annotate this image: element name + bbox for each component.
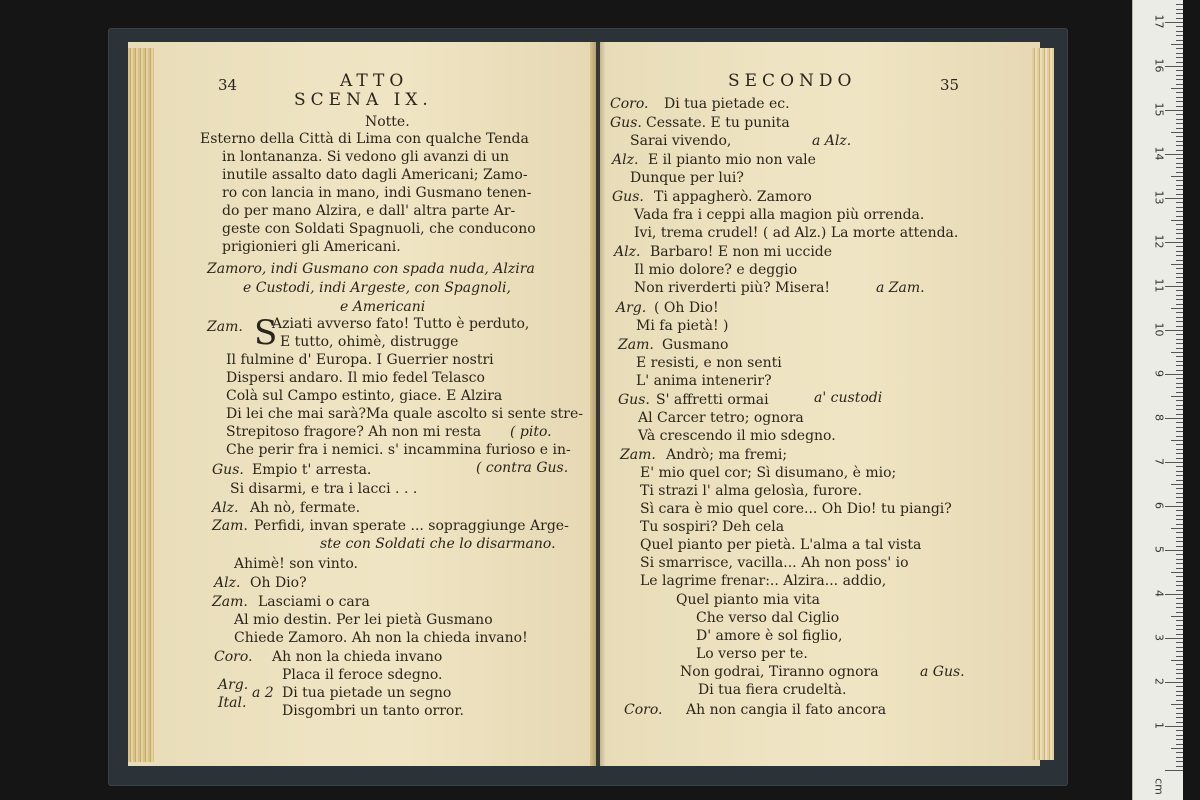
right-page-text-line: Di tua fiera crudeltà.	[698, 682, 847, 698]
right-page-text-line: E il pianto mio non vale	[648, 152, 816, 168]
ruler-tick	[1176, 735, 1183, 736]
right-page-text-line: E resisti, e non senti	[636, 355, 782, 371]
left-page-text-line: Esterno della Città di Lima con qualche Tenda	[200, 131, 529, 147]
ruler-tick	[1176, 290, 1183, 291]
right-page-text-line: Di tua pietade ec.	[664, 96, 790, 112]
ruler-tick	[1176, 202, 1183, 203]
ruler-tick	[1176, 321, 1183, 322]
right-page-text-line: Cessate. E tu punita	[646, 115, 790, 131]
ruler-tick	[1176, 238, 1183, 239]
right-page-text-line: ( Oh Dio!	[654, 300, 719, 316]
ruler-tick	[1176, 9, 1183, 10]
ruler-tick	[1176, 150, 1183, 151]
ruler-tick	[1176, 57, 1183, 58]
ruler-tick	[1176, 273, 1183, 274]
ruler-tick	[1176, 92, 1183, 93]
ruler-tick	[1171, 396, 1183, 397]
ruler-tick	[1176, 233, 1183, 234]
left-page-text-line: do per mano Alzira, e dall' altra parte Ar-	[222, 203, 516, 219]
right-page-text-line: Si smarrisce, vacilla... Ah non poss' io	[640, 555, 909, 571]
ruler-tick	[1176, 211, 1183, 212]
ruler-tick	[1176, 519, 1183, 520]
ruler-tick	[1176, 598, 1183, 599]
right-page-text-line: Le lagrime frenar:.. Alzira... addio,	[640, 573, 887, 589]
ruler-tick	[1176, 167, 1183, 168]
left-page-text-line: Zamoro, indi Gusmano con spada nuda, Alzira	[207, 261, 535, 277]
ruler-tick	[1176, 695, 1183, 696]
ruler-tick	[1176, 356, 1183, 357]
right-page-text-line: Coro.	[624, 702, 663, 718]
right-page-text-line: a' custodi	[814, 390, 883, 406]
right-page-text-line: Ah non cangia il fato ancora	[686, 702, 887, 718]
ruler-tick	[1165, 462, 1183, 463]
left-page-text-line: Il fulmine d' Europa. I Guerrier nostri	[226, 352, 494, 368]
ruler-tick	[1176, 40, 1183, 41]
left-page-text-line: Che perir fra i nemici. s' incammina furioso e in-	[226, 442, 571, 458]
right-page-text-line: Barbaro! E non mi uccide	[650, 244, 833, 260]
ruler-tick	[1176, 730, 1183, 731]
ruler-tick	[1165, 198, 1183, 199]
ruler-tick	[1171, 528, 1183, 529]
ruler-tick	[1176, 563, 1183, 564]
ruler-tick	[1176, 158, 1183, 159]
ruler-tick	[1176, 691, 1183, 692]
ruler-tick	[1176, 629, 1183, 630]
left-page-text-line: Empio t' arresta.	[252, 462, 372, 478]
ruler-tick	[1165, 594, 1183, 595]
ruler-label: 10	[1152, 322, 1166, 337]
ruler-tick	[1165, 638, 1183, 639]
ruler-tick	[1176, 304, 1183, 305]
ruler-tick	[1165, 110, 1183, 111]
ruler-tick	[1165, 154, 1183, 155]
right-page-text-line: Coro.	[610, 96, 649, 112]
ruler-tick	[1176, 436, 1183, 437]
ruler-tick	[1176, 348, 1183, 349]
ruler-tick	[1176, 568, 1183, 569]
ruler-tick	[1176, 488, 1183, 489]
ruler-tick	[1176, 75, 1183, 76]
ruler-tick	[1176, 260, 1183, 261]
ruler-tick	[1176, 136, 1183, 137]
ruler-tick	[1176, 739, 1183, 740]
ruler-label: 5	[1152, 546, 1166, 553]
ruler-tick	[1165, 286, 1183, 287]
running-head-left: ATTO	[340, 71, 409, 91]
left-page-text-line: Notte.	[365, 114, 410, 130]
ruler-tick	[1165, 682, 1183, 683]
scene-title: SCENA IX.	[294, 90, 433, 110]
left-page-text-line: Dispersi andaro. Il mio fedel Telasco	[226, 370, 485, 386]
ruler-tick	[1176, 70, 1183, 71]
ruler-tick	[1165, 770, 1183, 771]
ruler-tick	[1176, 361, 1183, 362]
ruler-tick	[1176, 647, 1183, 648]
left-page-text-line: Di tua pietade un segno	[282, 685, 452, 701]
ruler-tick	[1165, 418, 1183, 419]
ruler-label: 16	[1152, 58, 1166, 73]
ruler-tick	[1176, 13, 1183, 14]
ruler-tick	[1176, 607, 1183, 608]
left-page-text-line: Oh Dio?	[250, 575, 307, 591]
ruler-tick	[1176, 480, 1183, 481]
ruler-tick	[1176, 449, 1183, 450]
left-page-text-line: Zam.	[212, 518, 248, 534]
left-page-text-line: Gus.	[212, 462, 244, 478]
ruler-tick	[1176, 700, 1183, 701]
ruler-tick	[1176, 400, 1183, 401]
ruler-tick	[1176, 678, 1183, 679]
ruler-label: 17	[1152, 14, 1166, 29]
ruler-tick	[1176, 642, 1183, 643]
ruler-tick	[1176, 97, 1183, 98]
left-page-text-line: Di lei che mai sarà?Ma quale ascolto si sente stre-	[226, 406, 583, 422]
ruler-label: 3	[1152, 634, 1166, 641]
left-page-text-line: Perfidi, invan sperate ... sopraggiunge Arge-	[254, 518, 569, 534]
left-page-text-line: Alz.	[214, 575, 241, 591]
ruler-tick	[1176, 18, 1183, 19]
ruler-tick	[1176, 405, 1183, 406]
ruler-unit-label: cm	[1152, 778, 1166, 795]
drop-cap: S	[254, 313, 278, 353]
ruler-tick	[1176, 326, 1183, 327]
ruler-tick	[1171, 176, 1183, 177]
ruler-label: 11	[1152, 278, 1166, 293]
ruler-tick	[1176, 145, 1183, 146]
ruler-tick	[1176, 651, 1183, 652]
ruler-tick	[1176, 339, 1183, 340]
left-page-text-line: Lasciami o cara	[258, 594, 370, 610]
ruler-tick	[1176, 656, 1183, 657]
ruler-tick	[1176, 554, 1183, 555]
left-page-text-line: Ahimè! son vinto.	[234, 556, 358, 572]
ruler-tick	[1176, 229, 1183, 230]
right-page-text-line: Dunque per lui?	[630, 170, 744, 186]
right-page-text-line: Ivi, trema crudel! ( ad Alz.) La morte attenda.	[634, 225, 959, 241]
ruler-tick	[1176, 268, 1183, 269]
ruler-label: 8	[1152, 414, 1166, 421]
ruler-tick	[1176, 106, 1183, 107]
ruler-label: 9	[1152, 370, 1166, 377]
left-page-text-line: Coro.	[214, 649, 253, 665]
ruler-tick	[1176, 246, 1183, 247]
ruler-tick	[1176, 669, 1183, 670]
ruler-tick	[1176, 590, 1183, 591]
ruler-tick	[1171, 264, 1183, 265]
right-page-text-line: Quel pianto mia vita	[676, 592, 820, 608]
page-number-right: 35	[940, 76, 960, 94]
ruler-tick	[1176, 708, 1183, 709]
page-number-left: 34	[218, 76, 238, 94]
left-page-text-line: Placa il feroce sdegno.	[282, 667, 443, 683]
right-page-text-line: Gusmano	[662, 337, 729, 353]
left-page-text-line: Alz.	[212, 500, 239, 516]
right-page-text-line: Andrò; ma fremi;	[666, 447, 788, 463]
ruler-tick	[1176, 475, 1183, 476]
ruler-tick	[1171, 660, 1183, 661]
left-page-text-line: e Custodi, indi Argeste, con Spagnoli,	[243, 280, 511, 296]
ruler-tick	[1176, 752, 1183, 753]
ruler-label: 7	[1152, 458, 1166, 465]
ruler-tick	[1176, 224, 1183, 225]
right-page-edges	[1032, 48, 1054, 760]
ruler-tick	[1171, 352, 1183, 353]
right-page-text-line: Sarai vivendo,	[630, 133, 732, 149]
right-page-text-line: Non riverderti più? Misera!	[634, 280, 831, 296]
right-page-text-line: L' anima intenerir?	[636, 373, 772, 389]
ruler-tick	[1176, 585, 1183, 586]
right-page-text-line: a Alz.	[812, 133, 852, 149]
ruler-tick	[1176, 466, 1183, 467]
left-page-text-line: Arg.	[218, 677, 249, 693]
ruler-tick	[1176, 185, 1183, 186]
right-page-text-line: a Zam.	[876, 280, 925, 296]
ruler-tick	[1176, 343, 1183, 344]
ruler-tick	[1171, 572, 1183, 573]
ruler-tick	[1176, 409, 1183, 410]
ruler-tick	[1176, 163, 1183, 164]
left-page-text-line: Zam.	[212, 594, 248, 610]
ruler-tick	[1176, 686, 1183, 687]
ruler-tick	[1176, 612, 1183, 613]
right-page-text-line: Zam.	[618, 337, 654, 353]
right-page-text-line: Vada fra i ceppi alla magion più orrenda.	[634, 207, 925, 223]
right-page-text-line: Sì cara è mio quel core... Oh Dio! tu piangi?	[640, 501, 952, 517]
ruler-tick	[1171, 220, 1183, 221]
ruler-tick	[1176, 194, 1183, 195]
ruler-tick	[1176, 471, 1183, 472]
ruler-tick	[1176, 282, 1183, 283]
right-page-text-line: Tu sospiri? Deh cela	[640, 519, 785, 535]
right-page-text-line: Alz.	[612, 152, 639, 168]
book-gutter	[590, 42, 606, 766]
ruler-tick	[1165, 550, 1183, 551]
ruler-tick	[1176, 251, 1183, 252]
ruler-tick	[1176, 502, 1183, 503]
ruler-label: 2	[1152, 678, 1166, 685]
ruler-tick	[1171, 44, 1183, 45]
ruler-tick	[1176, 717, 1183, 718]
right-page-text-line: Non godrai, Tiranno ognora	[680, 664, 879, 680]
ruler-tick	[1176, 757, 1183, 758]
ruler-label: 13	[1152, 190, 1166, 205]
ruler-tick	[1165, 66, 1183, 67]
ruler-tick	[1171, 704, 1183, 705]
right-page-text-line: Quel pianto per pietà. L'alma a tal vista	[640, 537, 922, 553]
ruler-tick	[1176, 48, 1183, 49]
ruler-tick	[1176, 31, 1183, 32]
ruler-tick	[1176, 458, 1183, 459]
right-page-text-line: S' affretti ormai	[656, 392, 769, 408]
ruler-tick	[1176, 62, 1183, 63]
right-page-text-line: Gus.	[618, 392, 650, 408]
ruler-tick	[1176, 378, 1183, 379]
ruler-label: 14	[1152, 146, 1166, 161]
left-page-text-line: Ah non la chieda invano	[272, 649, 443, 665]
ruler-label: 6	[1152, 502, 1166, 509]
running-head-right: SECONDO	[728, 71, 857, 91]
ruler-tick	[1176, 541, 1183, 542]
ruler-tick	[1176, 189, 1183, 190]
ruler-tick	[1171, 484, 1183, 485]
left-page-text-line: Chiede Zamoro. Ah non la chieda invano!	[234, 630, 528, 646]
ruler-tick	[1176, 207, 1183, 208]
ruler-tick	[1176, 537, 1183, 538]
ruler-label: 1	[1152, 722, 1166, 729]
ruler-tick	[1176, 101, 1183, 102]
left-page-text-line: ste con Soldati che lo disarmano.	[320, 536, 556, 552]
ruler-tick	[1165, 242, 1183, 243]
left-page-text-line: ( pito.	[510, 424, 552, 440]
left-page-text-line: in lontananza. Si vedono gli avanzi di un	[222, 149, 510, 165]
left-page-text-line: Strepitoso fragore? Ah non mi resta	[226, 424, 482, 440]
left-page-text-line: Ital.	[218, 695, 247, 711]
right-page-text-line: Ti strazi l' alma gelosìa, furore.	[640, 483, 862, 499]
ruler-tick	[1176, 532, 1183, 533]
measurement-ruler	[1132, 0, 1183, 800]
ruler-tick	[1176, 625, 1183, 626]
ruler-tick	[1176, 515, 1183, 516]
right-page-text-line: E' mio quel cor; Sì disumano, è mio;	[640, 465, 897, 481]
ruler-tick	[1176, 766, 1183, 767]
ruler-tick	[1165, 726, 1183, 727]
ruler-tick	[1176, 84, 1183, 85]
ruler-tick	[1176, 277, 1183, 278]
ruler-tick	[1176, 722, 1183, 723]
left-page-text-line: a 2	[252, 685, 274, 701]
ruler-tick	[1176, 427, 1183, 428]
left-page-text-line: ( contra Gus.	[476, 460, 569, 476]
ruler-tick	[1165, 22, 1183, 23]
ruler-tick	[1176, 581, 1183, 582]
ruler-tick	[1165, 330, 1183, 331]
ruler-tick	[1176, 673, 1183, 674]
ruler-tick	[1176, 128, 1183, 129]
ruler-tick	[1176, 431, 1183, 432]
ruler-tick	[1176, 576, 1183, 577]
left-page-edges	[128, 48, 154, 762]
ruler-tick	[1176, 370, 1183, 371]
left-page-text-line: Al mio destin. Per lei pietà Gusmano	[234, 612, 493, 628]
left-page-text-line: Si disarmi, e tra i lacci . . .	[230, 481, 418, 497]
ruler-tick	[1165, 374, 1183, 375]
left-page-text-line: Colà sul Campo estinto, giace. E Alzira	[226, 388, 503, 404]
right-page-text-line: D' amore è sol figlio,	[696, 628, 843, 644]
left-page-text-line: Disgombri un tanto orror.	[282, 703, 464, 719]
ruler-tick	[1171, 308, 1183, 309]
ruler-tick	[1176, 317, 1183, 318]
left-page-text-line: inutile assalto dato dagli Americani; Zamo-	[222, 167, 528, 183]
ruler-tick	[1176, 524, 1183, 525]
ruler-tick	[1176, 26, 1183, 27]
ruler-tick	[1176, 4, 1183, 5]
ruler-tick	[1176, 216, 1183, 217]
ruler-label: 15	[1152, 102, 1166, 117]
ruler-tick	[1176, 123, 1183, 124]
right-page-text-line: Gus.	[610, 115, 642, 131]
ruler-tick	[1176, 603, 1183, 604]
ruler-tick	[1176, 497, 1183, 498]
ruler-tick	[1176, 453, 1183, 454]
ruler-tick	[1176, 559, 1183, 560]
ruler-tick	[1176, 510, 1183, 511]
right-page-text-line: Al Carcer tetro; ognora	[638, 410, 804, 426]
ruler-tick	[1171, 132, 1183, 133]
ruler-tick	[1171, 616, 1183, 617]
ruler-tick	[1171, 88, 1183, 89]
left-page-text-line: ro con lancia in mano, indi Gusmano tenen-	[222, 185, 532, 201]
ruler-tick	[1171, 440, 1183, 441]
ruler-tick	[1165, 506, 1183, 507]
right-page-text-line: Alz.	[614, 244, 641, 260]
left-page-text-line: Ah nò, fermate.	[250, 500, 361, 516]
ruler-tick	[1176, 114, 1183, 115]
ruler-tick	[1176, 365, 1183, 366]
ruler-tick	[1176, 299, 1183, 300]
right-page-text-line: Gus.	[612, 189, 644, 205]
ruler-tick	[1176, 422, 1183, 423]
ruler-tick	[1171, 748, 1183, 749]
right-page-text-line: Zam.	[620, 447, 656, 463]
ruler-tick	[1176, 119, 1183, 120]
left-page-text-line: Zam.	[207, 319, 243, 335]
ruler-tick	[1176, 761, 1183, 762]
left-page-text-line: E tutto, ohimè, distrugge	[280, 334, 459, 350]
ruler-tick	[1176, 79, 1183, 80]
right-page-text-line: Il mio dolore? e deggio	[634, 262, 798, 278]
right-page-text-line: Lo verso per te.	[696, 646, 808, 662]
left-page-text-line: e Americani	[340, 299, 426, 315]
right-page-text-line: Ti appagherò. Zamoro	[654, 189, 812, 205]
right-page-text-line: a Gus.	[920, 664, 965, 680]
ruler-tick	[1176, 387, 1183, 388]
ruler-tick	[1176, 546, 1183, 547]
ruler-tick	[1176, 664, 1183, 665]
right-page-text-line: Mi fa pietà! )	[636, 318, 729, 334]
right-page-text-line: Che verso dal Ciglio	[696, 610, 840, 626]
ruler-label: 4	[1152, 590, 1166, 597]
ruler-tick	[1176, 180, 1183, 181]
right-page-text-line: Arg.	[616, 300, 647, 316]
ruler-tick	[1176, 141, 1183, 142]
ruler-tick	[1176, 312, 1183, 313]
ruler-tick	[1176, 634, 1183, 635]
ruler-tick	[1176, 744, 1183, 745]
left-page-text-line: Aziati avverso fato! Tutto è perduto,	[272, 316, 530, 332]
ruler-tick	[1176, 414, 1183, 415]
ruler-label: 12	[1152, 234, 1166, 249]
left-page-text-line: prigionieri gli Americani.	[222, 239, 401, 255]
ruler-tick	[1176, 53, 1183, 54]
ruler-tick	[1176, 334, 1183, 335]
ruler-tick	[1176, 392, 1183, 393]
left-page-text-line: geste con Soldati Spagnuoli, che conducono	[222, 221, 536, 237]
right-page-text-line: Và crescendo il mio sdegno.	[638, 428, 836, 444]
ruler-tick	[1176, 620, 1183, 621]
ruler-tick	[1176, 172, 1183, 173]
ruler-tick	[1176, 493, 1183, 494]
ruler-tick	[1176, 383, 1183, 384]
ruler-tick	[1176, 255, 1183, 256]
ruler-tick	[1176, 295, 1183, 296]
ruler-tick	[1176, 713, 1183, 714]
ruler-tick	[1176, 35, 1183, 36]
ruler-tick	[1176, 444, 1183, 445]
